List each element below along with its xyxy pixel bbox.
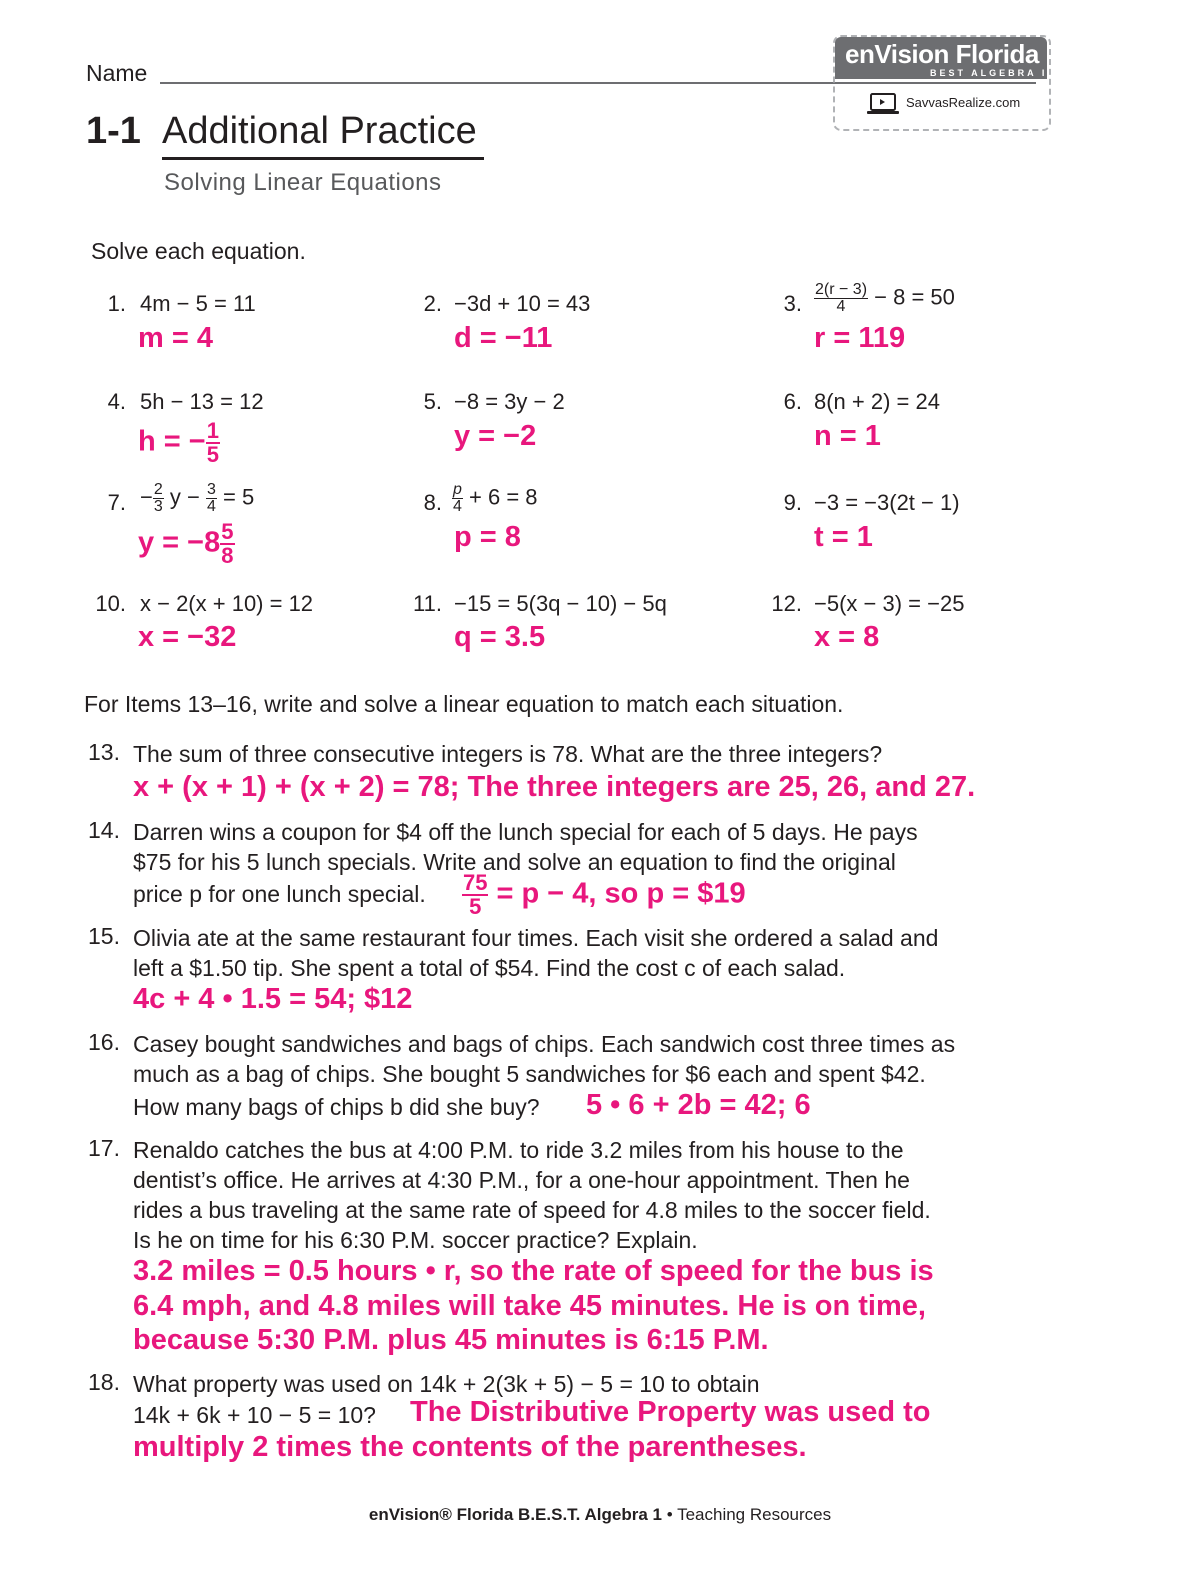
fraction-numerator: 3 (206, 481, 216, 498)
item-answer: 4c + 4 • 1.5 = 54; $12 (133, 983, 413, 1015)
problem-answer: t = 1 (814, 521, 873, 553)
problem-equation: −15 = 5(3q − 10) − 5q (454, 591, 667, 616)
item-text: Renaldo catches the bus at 4:00 P.M. to ride 3.2 miles from his house to the (133, 1137, 904, 1163)
title-rule (162, 157, 484, 160)
equation-mid: y − (169, 484, 200, 510)
problem-number: 11. (413, 591, 442, 616)
answer-fraction (206, 420, 220, 466)
fraction-denominator: 5 (469, 894, 482, 919)
equation-rest: + 6 = 8 (469, 484, 538, 510)
equation-rest: − 8 = 50 (874, 284, 955, 310)
fraction-denominator: 5 (206, 442, 219, 467)
problem-number: 2. (423, 291, 442, 316)
footer-bullet: • (666, 1505, 673, 1524)
problem-number: 10. (95, 591, 126, 616)
item-answer: because 5:30 P.M. plus 45 minutes is 6:15 P.M. (133, 1324, 769, 1356)
problem-answer: r = 119 (814, 322, 906, 354)
answer-prefix: y = −8 (138, 526, 221, 559)
logo-site: SavvasRealize.com (906, 95, 1021, 110)
problem-answer (138, 420, 220, 466)
item-text: price p for one lunch special. (133, 881, 426, 907)
fraction-numerator: 5 (221, 519, 234, 544)
problem-answer: y = −2 (454, 420, 537, 452)
fraction-denominator: 8 (221, 543, 234, 568)
problem-equation: −5(x − 3) = −25 (814, 591, 965, 616)
item-text: Casey bought sandwiches and bags of chips. Each sandwich cost three times as (133, 1031, 956, 1057)
problem-equation: 5h − 13 = 12 (140, 389, 264, 414)
problem-equation: 8(n + 2) = 24 (814, 389, 940, 414)
fraction (814, 282, 868, 315)
problem-answer: x = −32 (138, 621, 237, 653)
problem-equation (814, 282, 955, 315)
problem-number: 7. (107, 490, 126, 515)
fraction (206, 482, 217, 515)
item-text: What property was used on 14k + 2(3k + 5) − 5 = 10 to obtain (133, 1371, 760, 1397)
problem-answer: x = 8 (814, 621, 880, 653)
instructions: Solve each equation. (91, 238, 306, 264)
problem-number: 4. (107, 389, 126, 414)
item-number: 16. (88, 1029, 120, 1055)
answer-fraction (462, 872, 488, 918)
item-text: 14k + 6k + 10 − 5 = 10? (133, 1402, 376, 1428)
item-answer: 6.4 mph, and 4.8 miles will take 45 minutes. He is on time, (133, 1290, 926, 1322)
item-text: Is he on time for his 6:30 P.M. soccer practice? Explain. (133, 1227, 698, 1253)
fraction (153, 482, 164, 515)
problem-equation: −3d + 10 = 43 (454, 291, 591, 316)
item-answer: 3.2 miles = 0.5 hours • r, so the rate of speed for the bus is (133, 1255, 934, 1287)
lesson-title: Additional Practice (162, 110, 477, 152)
item-number: 14. (88, 817, 120, 843)
item-text: Olivia ate at the same restaurant four times. Each visit she ordered a salad and (133, 925, 939, 951)
item-answer: multiply 2 times the contents of the parentheses. (133, 1431, 807, 1463)
item-number: 18. (88, 1369, 120, 1395)
fraction-numerator: 2(r − 3) (815, 281, 868, 298)
lesson-number: 1-1 (86, 110, 141, 152)
fraction-numerator: 2 (153, 481, 163, 498)
items-instructions: For Items 13–16, write and solve a linear equation to match each situation. (84, 691, 844, 717)
fraction (452, 482, 463, 515)
answer-fraction (220, 521, 234, 567)
item-text: dentist’s office. He arrives at 4:30 P.M., for a one-hour appointment. Then he (133, 1167, 910, 1193)
fraction-denominator: 4 (453, 498, 462, 515)
problem-number: 6. (783, 389, 802, 414)
problem-number: 12. (771, 591, 802, 616)
problem-number: 1. (107, 291, 126, 316)
item-number: 13. (88, 739, 120, 765)
item-number: 15. (88, 923, 120, 949)
logo-brand: enVision Florida (845, 39, 1039, 69)
fraction-numerator: 1 (206, 418, 219, 443)
item-text: left a $1.50 tip. She spent a total of $54. Find the cost c of each salad. (133, 955, 846, 981)
problem-equation: 4m − 5 = 11 (140, 291, 256, 316)
problem-equation (452, 482, 538, 515)
item-text: The sum of three consecutive integers is 78. What are the three integers? (133, 741, 883, 767)
problem-answer (138, 521, 235, 567)
fraction-numerator: p (453, 481, 462, 498)
fraction-numerator: 75 (463, 870, 488, 895)
item-text: $75 for his 5 lunch specials. Write and solve an equation to find the original (133, 849, 896, 875)
item-answer: x + (x + 1) + (x + 2) = 78; The three integers are 25, 26, and 27. (133, 771, 976, 803)
lesson-subtitle: Solving Linear Equations (164, 169, 442, 196)
problem-number: 3. (783, 291, 802, 316)
problem-number: 8. (423, 490, 442, 515)
item-text: How many bags of chips b did she buy? (133, 1094, 540, 1120)
fraction-denominator: 3 (153, 498, 163, 515)
problem-answer: m = 4 (138, 322, 213, 354)
problem-equation: −3 = −3(2t − 1) (814, 490, 960, 515)
problem-equation (140, 482, 254, 515)
item-text: much as a bag of chips. She bought 5 sandwiches for $6 each and spent $42. (133, 1061, 926, 1087)
laptop-icon (866, 92, 900, 116)
problem-answer: d = −11 (454, 322, 553, 354)
problem-answer: p = 8 (454, 521, 521, 553)
item-answer (462, 872, 746, 918)
page-footer (0, 1505, 1200, 1525)
item-answer: 5 • 6 + 2b = 42; 6 (586, 1089, 811, 1121)
answer-prefix: h = − (138, 425, 206, 458)
problem-equation: −8 = 3y − 2 (454, 389, 565, 414)
fraction-denominator: 4 (836, 298, 846, 315)
fraction-denominator: 4 (206, 498, 216, 515)
footer-resource: Teaching Resources (677, 1505, 832, 1524)
problem-equation: x − 2(x + 10) = 12 (140, 591, 314, 616)
answer-rest: = p − 4, so p = $19 (496, 877, 746, 910)
equation-sign: − (140, 484, 153, 510)
footer-book: enVision® Florida B.E.S.T. Algebra 1 (368, 1505, 662, 1524)
equation-rest: = 5 (223, 484, 255, 510)
item-text: Darren wins a coupon for $4 off the lunch special for each of 5 days. He pays (133, 819, 918, 845)
item-text: rides a bus traveling at the same rate of speed for 4.8 miles to the soccer field. (133, 1197, 931, 1223)
problem-number: 9. (783, 490, 802, 515)
item-number: 17. (88, 1135, 120, 1161)
logo-subtitle: BEST ALGEBRA I (930, 68, 1048, 78)
problem-answer: n = 1 (814, 420, 881, 452)
item-answer: The Distributive Property was used to (410, 1396, 931, 1428)
problem-number: 5. (423, 389, 442, 414)
problem-answer: q = 3.5 (454, 621, 546, 653)
name-label: Name (86, 60, 148, 86)
